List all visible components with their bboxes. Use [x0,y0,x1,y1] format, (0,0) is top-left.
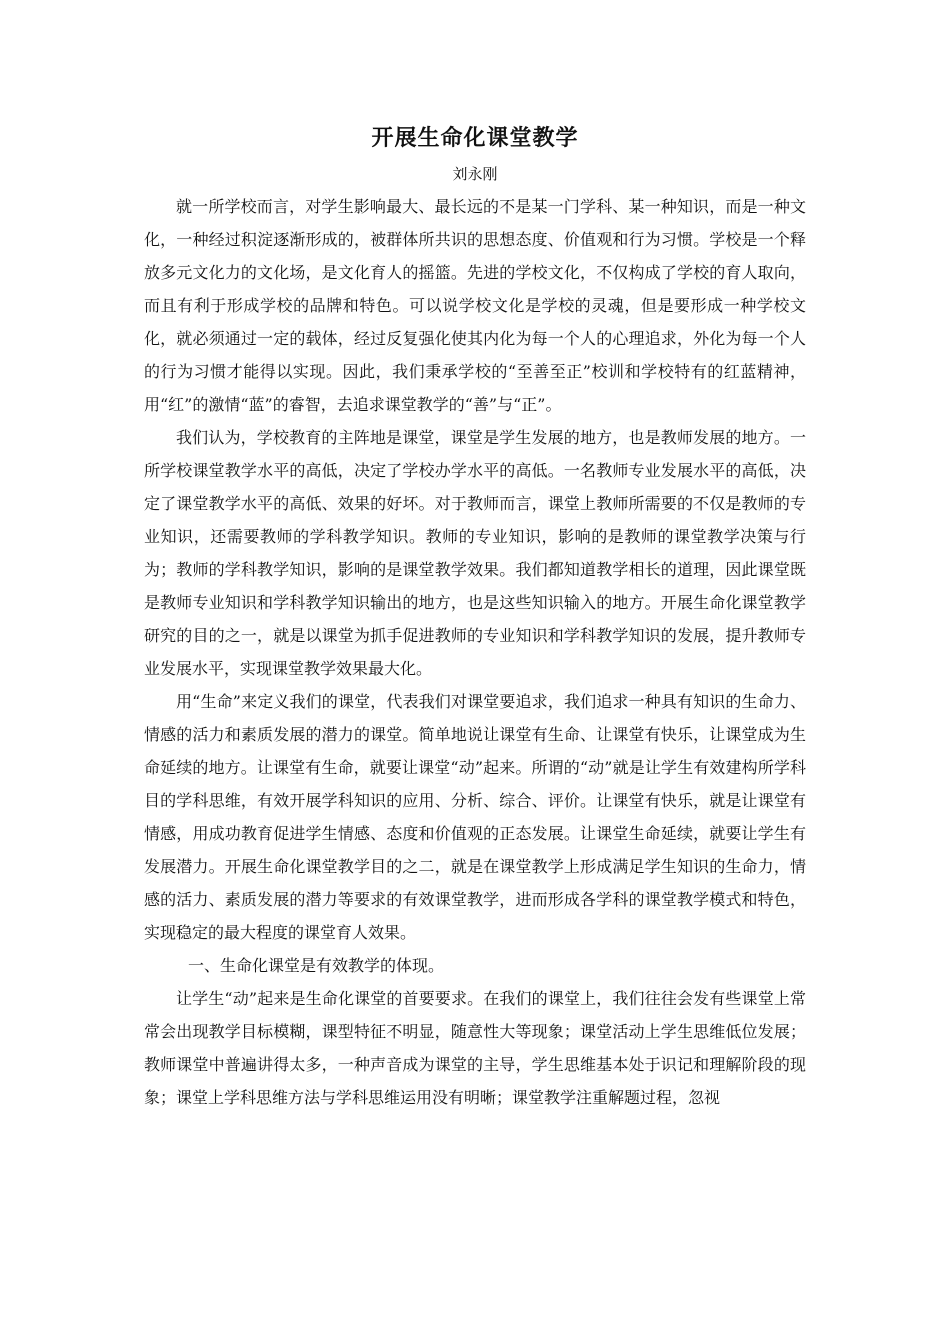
paragraph-2: 我们认为，学校教育的主阵地是课堂，课堂是学生发展的地方，也是教师发展的地方。一所学校课堂教学水平的高低，决定了学校办学水平的高低。一名教师专业发展水平的高低，决定了课堂教学水平的高低、效果的好坏。对于教师而言，课堂上教师所需要的不仅是教师的专业知识，还需要教师的学科教学知识。教师的专业知识，影响的是教师的课堂教学决策与行为；教师的学科教学知识，影响的是课堂教学效果。我们都知道教学相长的道理，因此课堂既是教师专业知识和学科教学知识输出的地方，也是这些知识输入的地方。开展生命化课堂教学研究的目的之一，就是以课堂为抓手促进教师的专业知识和学科教学知识的发展，提升教师专业发展水平，实现课堂教学效果最大化。 [144,428,806,678]
document-body [144,190,806,1114]
paragraph-3: 用“生命”来定义我们的课堂，代表我们对课堂要追求，我们追求一种具有知识的生命力、情感的活力和素质发展的潜力的课堂。简单地说让课堂有生命、让课堂有快乐，让课堂成为生命延续的地方。让课堂有生命，就要让课堂“动”起来。所谓的“动”就是让学生有效建构所学科目的学科思维，有效开展学科知识的应用、分析、综合、评价。让课堂有快乐，就是让课堂有情感，用成功教育促进学生情感、态度和价值观的正态发展。让课堂生命延续，就要让学生有发展潜力。开展生命化课堂教学目的之二，就是在课堂教学上形成满足学生知识的生命力，情感的活力、素质发展的潜力等要求的有效课堂教学，进而形成各学科的课堂教学模式和特色，实现稳定的最大程度的课堂育人效果。 [144,692,806,942]
document-author: 刘永刚 [452,165,498,183]
document-title: 开展生命化课堂教学 [371,125,579,151]
paragraph-4: 让学生“动”起来是生命化课堂的首要要求。在我们的课堂上，我们往往会发有些课堂上常常会出现教学目标模糊，课型特征不明显，随意性大等现象；课堂活动上学生思维低位发展；教师课堂中普遍讲得太多，一种声音成为课堂的主导，学生思维基本处于识记和理解阶段的现象；课堂上学科思维方法与学科思维运用没有明晰；课堂教学注重解题过程，忽视 [144,989,806,1107]
section-heading-1: 一、生命化课堂是有效教学的体现。 [188,956,445,975]
paragraph-1: 就一所学校而言，对学生影响最大、最长远的不是某一门学科、某一种知识，而是一种文化，一种经过积淀逐渐形成的，被群体所共识的思想态度、价值观和行为习惯。学校是一个释放多元文化力的文化场，是文化育人的摇篮。先进的学校文化，不仅构成了学校的育人取向，而且有利于形成学校的品牌和特色。可以说学校文化是学校的灵魂，但是要形成一种学校文化，就必须通过一定的载体，经过反复强化使其内化为每一个人的心理追求，外化为每一个人的行为习惯才能得以实现。因此，我们秉承学校的“至善至正”校训和学校特有的红蓝精神，用“红”的激情“蓝”的睿智，去追求课堂教学的“善”与“正”。 [144,197,806,414]
